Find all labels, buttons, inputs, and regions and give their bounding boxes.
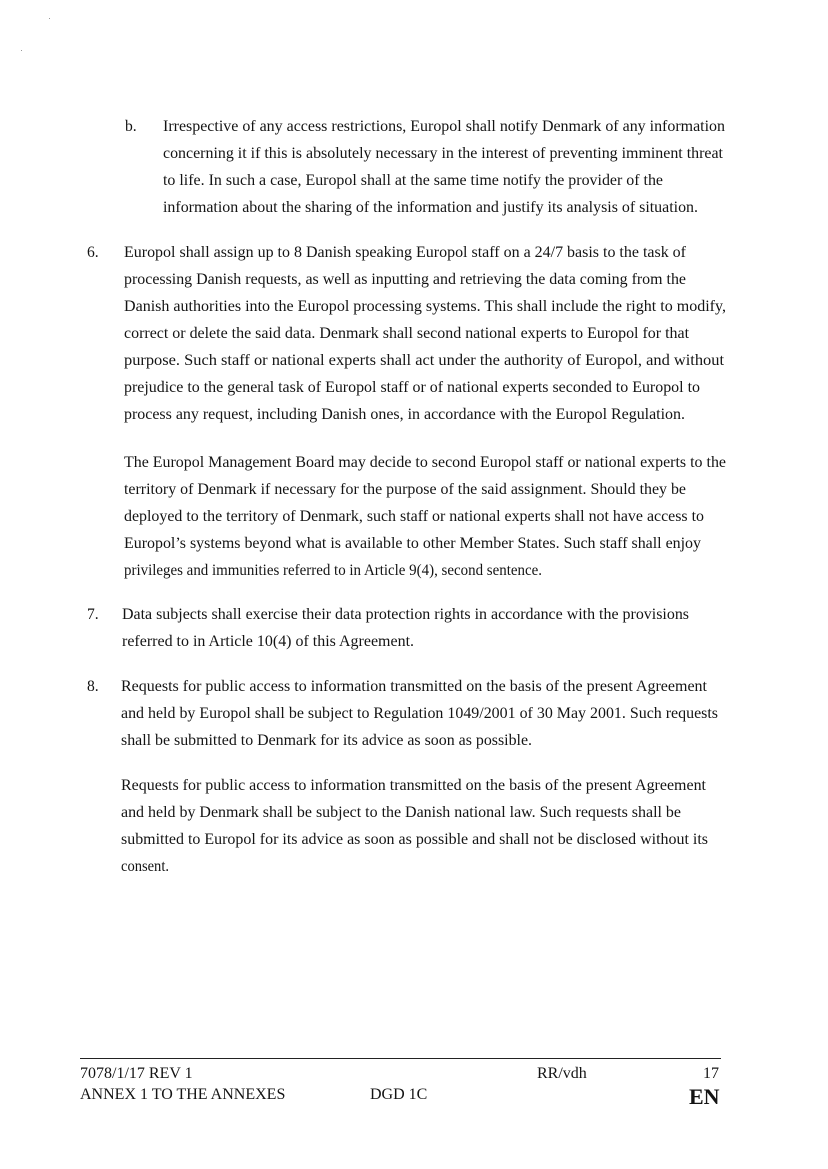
- footer-page-number: 17: [703, 1065, 719, 1082]
- scan-speck: [49, 18, 50, 19]
- item-marker: b.: [125, 118, 137, 135]
- footer-annex: ANNEX 1 TO THE ANNEXES: [80, 1086, 286, 1103]
- item-marker: 8.: [87, 678, 99, 695]
- footer-rule: [80, 1058, 721, 1059]
- scan-speck: [21, 50, 22, 51]
- paragraph-line: Europol shall assign up to 8 Danish speaking Europol staff on a 24/7 basis to the task of: [124, 244, 686, 261]
- item-marker: 6.: [87, 244, 99, 261]
- paragraph-line: submitted to Europol for its advice as soon as possible and shall not be disclosed without its: [121, 831, 708, 848]
- paragraph-line: shall be submitted to Denmark for its advice as soon as possible.: [121, 732, 532, 749]
- footer-dept: DGD 1C: [370, 1086, 428, 1103]
- paragraph-line: The Europol Management Board may decide to second Europol staff or national experts to the: [124, 454, 726, 471]
- paragraph-line: processing Danish requests, as well as inputting and retrieving the data coming from the: [124, 271, 686, 288]
- paragraph-line: and held by Europol shall be subject to Regulation 1049/2001 of 30 May 2001. Such requests: [121, 705, 718, 722]
- footer-initials: RR/vdh: [537, 1065, 587, 1082]
- paragraph-line: Requests for public access to information transmitted on the basis of the present Agreement: [121, 777, 706, 794]
- paragraph-line: referred to in Article 10(4) of this Agreement.: [122, 633, 414, 650]
- paragraph-line: concerning it if this is absolutely necessary in the interest of preventing imminent threat: [163, 145, 723, 162]
- paragraph-line: deployed to the territory of Denmark, such staff or national experts shall not have access to: [124, 508, 704, 525]
- footer-language: EN: [689, 1084, 720, 1109]
- paragraph-line: and held by Denmark shall be subject to the Danish national law. Such requests shall be: [121, 804, 681, 821]
- paragraph-line: information about the sharing of the information and justify its analysis of situation.: [163, 199, 698, 216]
- paragraph-line: Europol’s systems beyond what is available to other Member States. Such staff shall enjoy: [124, 535, 701, 552]
- paragraph-line: process any request, including Danish ones, in accordance with the Europol Regulation.: [124, 406, 685, 423]
- item-marker: 7.: [87, 606, 99, 623]
- footer-doc-ref: 7078/1/17 REV 1: [80, 1065, 193, 1082]
- paragraph-line: consent.: [121, 858, 169, 875]
- paragraph-line: privileges and immunities referred to in Article 9(4), second sentence.: [124, 562, 542, 579]
- paragraph-line: purpose. Such staff or national experts shall act under the authority of Europol, and without: [124, 352, 724, 369]
- paragraph-line: Danish authorities into the Europol processing systems. This shall include the right to modify,: [124, 298, 726, 315]
- paragraph-line: correct or delete the said data. Denmark shall second national experts to Europol for that: [124, 325, 689, 342]
- paragraph-line: Irrespective of any access restrictions, Europol shall notify Denmark of any information: [163, 118, 726, 135]
- paragraph-line: Data subjects shall exercise their data protection rights in accordance with the provisions: [122, 606, 689, 623]
- paragraph-line: to life. In such a case, Europol shall at the same time notify the provider of the: [163, 172, 663, 189]
- paragraph-line: territory of Denmark if necessary for the purpose of the said assignment. Should they be: [124, 481, 687, 498]
- paragraph-line: prejudice to the general task of Europol staff or of national experts seconded to Europol to: [124, 379, 700, 396]
- paragraph-line: Requests for public access to information transmitted on the basis of the present Agreement: [121, 678, 707, 695]
